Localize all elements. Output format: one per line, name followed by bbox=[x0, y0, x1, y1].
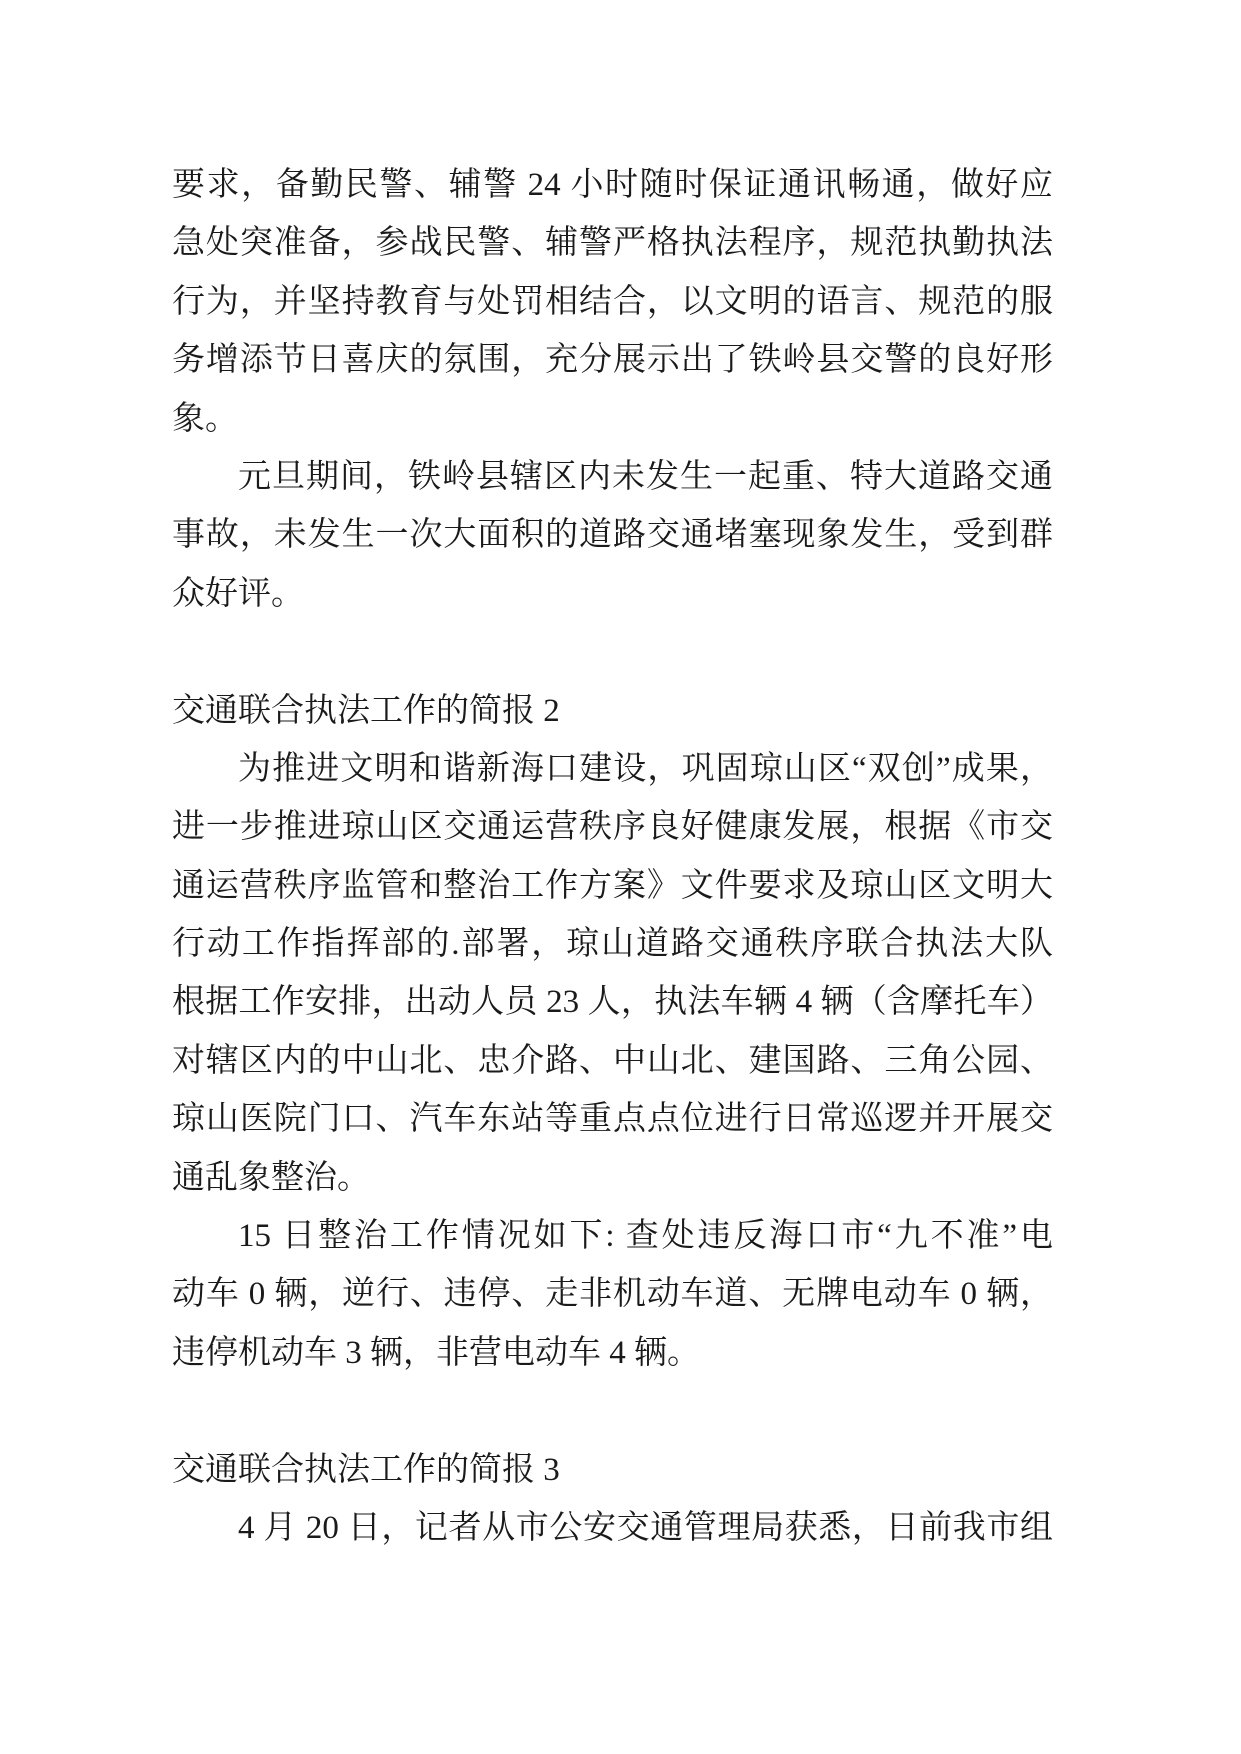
blank-line bbox=[172, 1382, 1053, 1440]
section-heading: 交通联合执法工作的简报 3 bbox=[172, 1451, 560, 1488]
text-line: 琼山医院门口、汽车东站等重点点位进行日常巡逻并开展交 bbox=[172, 1101, 1053, 1138]
text-line: 进一步推进琼山区交通运营秩序良好健康发展，根据《市交 bbox=[172, 809, 1053, 846]
text-line: 事故，未发生一次大面积的道路交通堵塞现象发生，受到群 bbox=[172, 517, 1053, 554]
text-line: 为推进文明和谐新海口建设，巩固琼山区“双创”成果， bbox=[238, 750, 1053, 787]
text-line: 行为，并坚持教育与处罚相结合，以文明的语言、规范的服 bbox=[172, 283, 1053, 320]
text-line: 15 日整治工作情况如下: 查处违反海口市“九不准”电 bbox=[238, 1218, 1053, 1255]
text-line: 通乱象整治。 bbox=[172, 1159, 370, 1196]
text-line: 行动工作指挥部的.部署，琼山道路交通秩序联合执法大队 bbox=[172, 926, 1053, 963]
text-line: 急处突准备，参战民警、辅警严格执法程序，规范执勤执法 bbox=[172, 225, 1053, 262]
text-line: 违停机动车 3 辆，非营电动车 4 辆。 bbox=[172, 1334, 700, 1371]
text-line: 4 月 20 日，记者从市公安交通管理局获悉，日前我市组 bbox=[238, 1509, 1053, 1546]
text-line: 动车 0 辆，逆行、违停、走非机动车道、无牌电动车 0 辆， bbox=[172, 1276, 1053, 1313]
text-line: 根据工作安排，出动人员 23 人，执法车辆 4 辆（含摩托车） bbox=[172, 984, 1054, 1021]
section-heading: 交通联合执法工作的简报 2 bbox=[172, 692, 560, 729]
blank-line bbox=[172, 623, 1053, 681]
text-line: 务增添节日喜庆的氛围，充分展示出了铁岭县交警的良好形 bbox=[172, 342, 1053, 379]
text-line: 众好评。 bbox=[172, 575, 304, 612]
text-line: 象。 bbox=[172, 400, 238, 437]
text-line: 要求，备勤民警、辅警 24 小时随时保证通讯畅通，做好应 bbox=[172, 167, 1053, 203]
document-page bbox=[172, 156, 1053, 1557]
text-line: 元旦期间，铁岭县辖区内未发生一起重、特大道路交通 bbox=[238, 458, 1053, 495]
text-line: 对辖区内的中山北、忠介路、中山北、建国路、三角公园、 bbox=[172, 1042, 1053, 1079]
text-line: 通运营秩序监管和整治工作方案》文件要求及琼山区文明大 bbox=[172, 867, 1053, 904]
